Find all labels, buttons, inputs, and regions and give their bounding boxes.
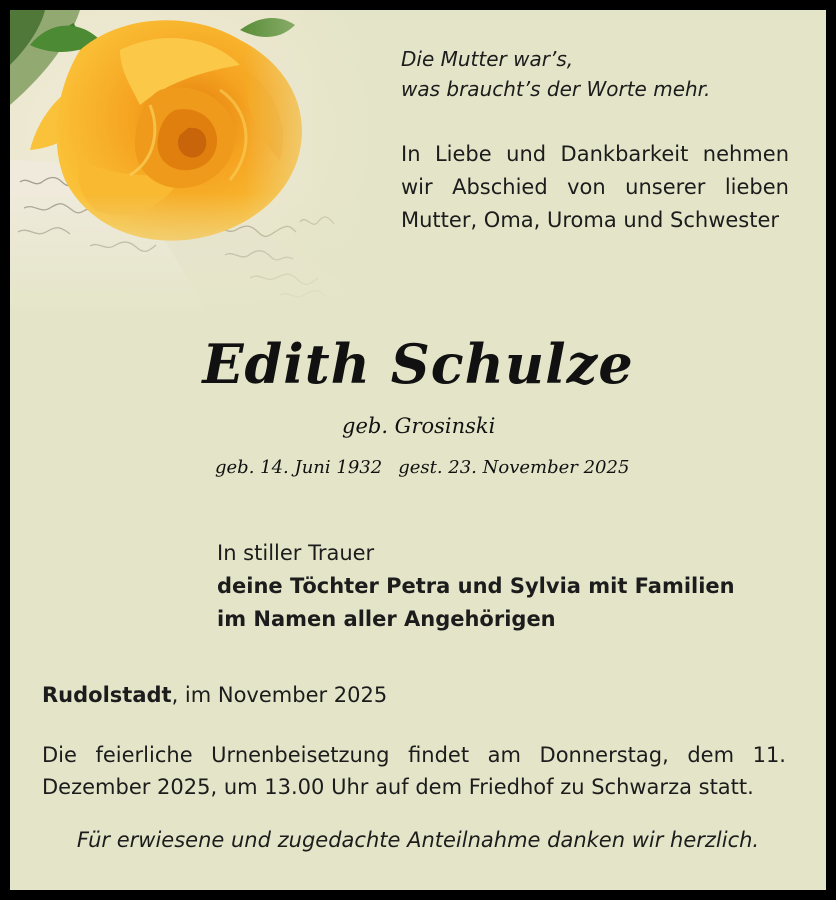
life-dates xyxy=(215,457,629,478)
quote-line-1: Die Mutter war’s, xyxy=(401,47,574,71)
mourners-daughters: deine Töchter Petra und Sylvia mit Familien xyxy=(217,574,735,598)
place-date: , im November 2025 xyxy=(171,683,388,707)
mourners-block xyxy=(217,537,735,636)
obituary-card xyxy=(10,10,826,890)
place-city: Rudolstadt xyxy=(42,683,172,707)
quote-line-2: was braucht’s der Worte mehr. xyxy=(401,77,711,101)
birth-date: geb. 14. Juni 1932 xyxy=(215,457,383,478)
mourners-relatives: im Namen aller Angehörigen xyxy=(217,607,556,631)
death-date: gest. 23. November 2025 xyxy=(398,457,630,478)
yellow-rose-icon xyxy=(10,10,400,315)
mourning-line: In stiller Trauer xyxy=(217,541,375,565)
maiden-name: geb. Grosinski xyxy=(342,414,496,438)
rose-on-letter-image xyxy=(10,10,400,315)
memorial-quote xyxy=(401,44,801,104)
place-and-date xyxy=(42,683,387,707)
deceased-name: Edith Schulze xyxy=(202,332,634,396)
farewell-intro: In Liebe und Dankbarkeit nehmen wir Abschied von unserer lieben Mutter, Oma, Uroma und Schwester xyxy=(401,142,789,232)
thanks-line: Für erwiesene und zugedachte Anteilnahme danken wir herzlich. xyxy=(76,828,760,852)
funeral-notice: Die feierliche Urnenbeisetzung findet am Donnerstag, dem 11. Dezember 2025, um 13.00 Uhr auf dem Friedhof zu Schwarza statt. xyxy=(42,743,786,799)
